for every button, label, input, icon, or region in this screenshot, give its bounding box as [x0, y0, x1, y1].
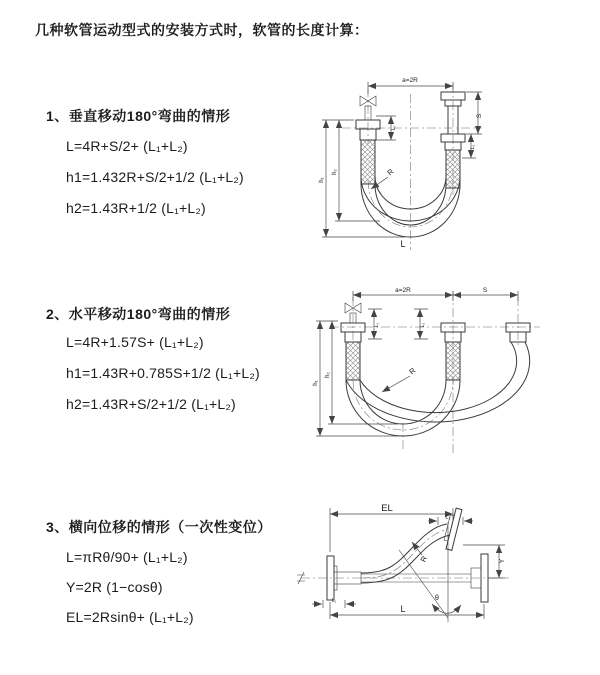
- angle-label: θ: [435, 595, 439, 602]
- dim-label-l: L: [400, 604, 406, 614]
- dim-label-a2r: a=2R: [395, 287, 411, 294]
- hose-arcs: [346, 342, 530, 436]
- dim-label-l2: L₂: [470, 144, 476, 150]
- dim-label-l: L: [400, 239, 406, 249]
- dim-label-h1: h₁: [313, 380, 319, 386]
- dim-label-h1: h₁: [319, 177, 325, 183]
- dim-label-l2: L₂: [420, 322, 426, 328]
- dim-label-a2r: a=2R: [402, 77, 418, 84]
- dim-label-l1: L₁: [391, 125, 397, 131]
- centerlines: [330, 291, 540, 455]
- dim-label-l1: L₁: [374, 322, 380, 328]
- dim-label-l1: L₁: [331, 598, 337, 604]
- section-2-formula-h1: h1=1.43R+0.785S+1/2 (L₁+L₂): [66, 365, 260, 381]
- diagram-labels: [332, 503, 506, 614]
- angle-construction: [399, 522, 461, 622]
- dim-label-l2: L₂: [445, 515, 451, 521]
- dim-label-h2: h₂: [325, 372, 331, 378]
- section-2-heading: 2、水平移动180°弯曲的情形: [46, 306, 231, 322]
- section-2-formula-h2: h2=1.43R+S/2+1/2 (L₁+L₂): [66, 396, 236, 412]
- section-1-formula-l: L=4R+S/2+ (L₁+L₂): [66, 138, 188, 154]
- diagram-labels: [313, 287, 488, 386]
- tilted-flange: [442, 507, 462, 550]
- diagram-horizontal-bend: [308, 283, 590, 468]
- radius-label: R: [385, 166, 396, 178]
- radius-label: R: [407, 365, 418, 377]
- diagram-lateral-displacement: [295, 492, 595, 657]
- dim-label-el: EL: [381, 503, 393, 514]
- dim-label-s: S: [476, 113, 483, 119]
- section-2-formula-l: L=4R+1.57S+ (L₁+L₂): [66, 334, 204, 350]
- section-3-formula-y: Y=2R (1−cosθ): [66, 579, 163, 595]
- section-3-formula-el: EL=2Rsinθ+ (L₁+L₂): [66, 609, 194, 625]
- diagram-vertical-bend: [310, 72, 590, 257]
- dim-label-y: Y: [499, 558, 506, 564]
- section-1-formula-h1: h1=1.432R+S/2+1/2 (L₁+L₂): [66, 169, 244, 185]
- section-3-formula-l: L=πRθ/90+ (L₁+L₂): [66, 549, 188, 565]
- radius-label: R: [418, 554, 429, 564]
- left-fitting: [341, 323, 365, 380]
- page-title: 几种软管运动型式的安装方式时，软管的长度计算：: [35, 22, 369, 38]
- dim-label-h2: h₂: [332, 169, 338, 175]
- dim-label-s: S: [482, 287, 488, 294]
- section-1-heading: 1、垂直移动180°弯曲的情形: [46, 108, 231, 124]
- section-3-heading: 3、横向位移的情形（一次性变位）: [46, 519, 272, 535]
- section-1-formula-h2: h2=1.43R+1/2 (L₁+L₂): [66, 200, 206, 216]
- middle-fitting: [441, 323, 465, 380]
